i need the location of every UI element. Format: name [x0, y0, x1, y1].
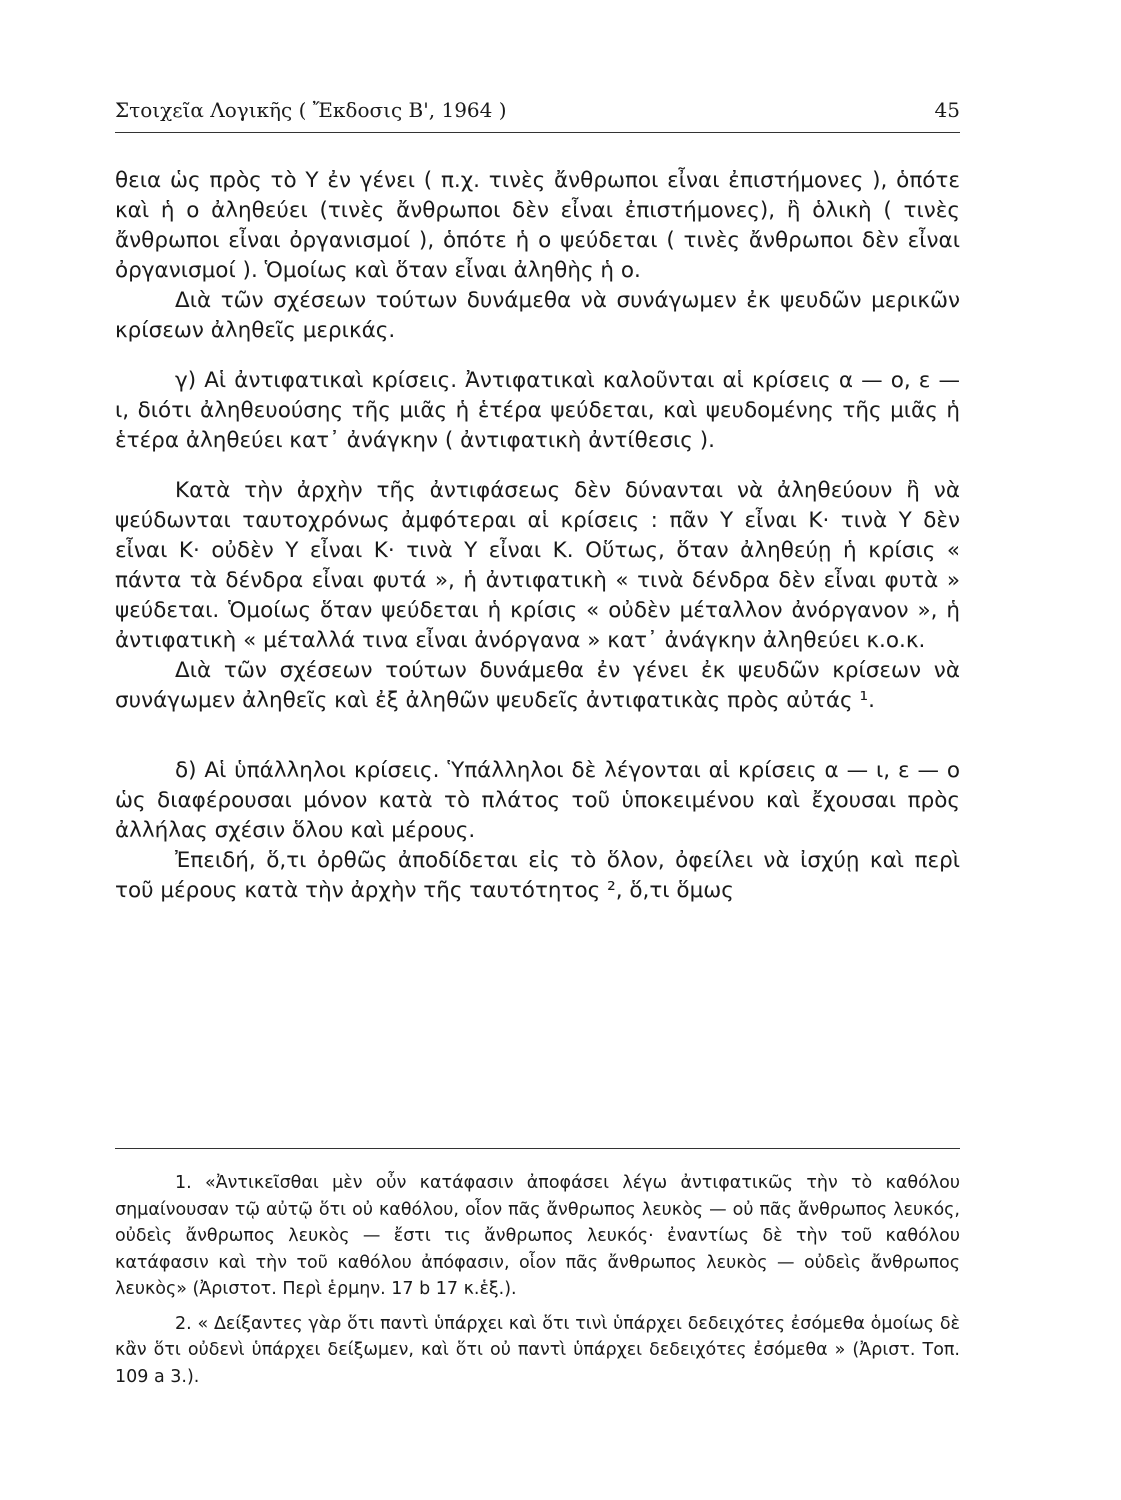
paragraph-gap: [115, 716, 960, 736]
footnote-rule: [115, 1148, 960, 1149]
paragraph: Ἐπειδή, ὅ,τι ὀρθῶς ἀποδίδεται εἰς τὸ ὅλον, ὀφείλει νὰ ἰσχύῃ καὶ περὶ τοῦ μέρους κατὰ τὴν ἀρχὴν τῆς ταυτότητος ², ὅ,τι ὅμως: [115, 848, 960, 903]
paragraph: γ) Αἱ ἀντιφατικαὶ κρίσεις. Ἀντιφατικαὶ καλοῦνται αἱ κρίσεις α — ο, ε — ι, διότι ἀληθευούσης τῆς μιᾶς ἡ ἑτέρα ψεύδεται, καὶ ψευδομένης τῆς μιᾶς ἡ ἑτέρα ἀληθεύει κατ᾿ ἀνάγκην ( ἀντιφατικὴ ἀντίθεσις ).: [115, 368, 960, 453]
body-text: [115, 166, 960, 906]
paragraph: Κατὰ τὴν ἀρχὴν τῆς ἀντιφάσεως δὲν δύνανται νὰ ἀληθεύουν ἢ νὰ ψεύδωνται ταυτοχρόνως ἀμφότεραι αἱ κρίσεις : πᾶν Υ εἶναι Κ· τινὰ Υ δὲν εἶναι Κ· οὐδὲν Υ εἶναι Κ· τινὰ Υ εἶναι Κ. Οὕτως, ὅταν ἀληθεύῃ ἡ κρίσις « πάντα τὰ δένδρα εἶναι φυτά », ἡ ἀντιφατικὴ « τινὰ δένδρα δὲν εἶναι φυτὰ » ψεύδεται. Ὁμοίως ὅταν ψεύδεται ἡ κρίσις « οὐδὲν μέταλλον ἀνόργανον », ἡ ἀντιφατικὴ « μέταλλά τινα εἶναι ἀνόργανα » κατ᾿ ἀνάγκην ἀληθεύει κ.ο.κ.: [115, 478, 960, 653]
paragraph: θεια ὡς πρὸς τὸ Υ ἐν γένει ( π.χ. τινὲς ἄνθρωποι εἶναι ἐπιστήμονες ), ὁπότε καὶ ἡ ο ἀληθεύει (τινὲς ἄνθρωποι δὲν εἶναι ἐπιστήμονες), ἢ ὁλικὴ ( τινὲς ἄνθρωποι εἶναι ὀργανισμοί ), ὁπότε ἡ ο ψεύδεται ( τινὲς ἄνθρωποι δὲν εἶναι ὀργανισμοί ). Ὁμοίως καὶ ὅταν εἶναι ἀληθὴς ἡ ο.: [115, 168, 960, 283]
footnote: 1. «Ἀντικεῖσθαι μὲν οὖν κατάφασιν ἀποφάσει λέγω ἀντιφατικῶς τὴν τὸ καθόλου σημαίνουσαν τῷ αὐτῷ ὅτι οὐ καθόλου, οἷον πᾶς ἄνθρωπος λευκὸς — οὐ πᾶς ἄνθρωπος λευκός, οὐδεὶς ἄνθρωπος λευκὸς — ἔστι τις ἄνθρωπος λευκός· ἐναντίως δὲ τὴν τοῦ καθόλου κατάφασιν καὶ τὴν τοῦ καθόλου ἀπόφασιν, οἷον πᾶς ἄνθρωπος λευκὸς — οὐδεὶς ἄνθρωπος λευκὸς» (Ἀριστοτ. Περὶ ἑρμην. 17 b 17 κ.ἑξ.).: [115, 1173, 960, 1299]
paragraph: Διὰ τῶν σχέσεων τούτων δυνάμεθα νὰ συνάγωμεν ἐκ ψευδῶν μερικῶν κρίσεων ἀληθεῖς μερικάς.: [115, 288, 960, 343]
paragraph: Διὰ τῶν σχέσεων τούτων δυνάμεθα ἐν γένει ἐκ ψευδῶν κρίσεων νὰ συνάγωμεν ἀληθεῖς καὶ ἐξ ἀληθῶν ψευδεῖς ἀντιφατικὰς πρὸς αὐτάς ¹.: [115, 658, 960, 713]
paragraph-gap: [115, 346, 960, 366]
page-header: [115, 98, 960, 128]
paragraph-gap: [115, 456, 960, 476]
paragraph-gap: [115, 736, 960, 756]
paragraph: δ) Αἱ ὑπάλληλοι κρίσεις. Ὑπάλληλοι δὲ λέγονται αἱ κρίσεις α — ι, ε — ο ὡς διαφέρουσαι μόνον κατὰ τὸ πλάτος τοῦ ὑποκειμένου καὶ ἔχουσαι πρὸς ἀλλήλας σχέσιν ὅλου καὶ μέρους.: [115, 758, 960, 843]
footnote: 2. « Δείξαντες γὰρ ὅτι παντὶ ὑπάρχει καὶ ὅτι τινὶ ὑπάρχει δεδειχότες ἐσόμεθα ὁμοίως δὲ κἂν ὅτι οὐδενὶ ὑπάρχει δείξωμεν, καὶ ὅτι οὐ παντὶ ὑπάρχει δεδειχότες ἐσόμεθα » (Ἀριστ. Τοπ. 109 a 3.).: [115, 1313, 960, 1387]
running-title: Στοιχεῖα Λογικῆς ( Ἔκδοσις Β', 1964 ): [115, 98, 507, 122]
footnotes: [115, 1170, 960, 1398]
header-rule: [115, 132, 960, 133]
page-number: 45: [934, 98, 960, 122]
